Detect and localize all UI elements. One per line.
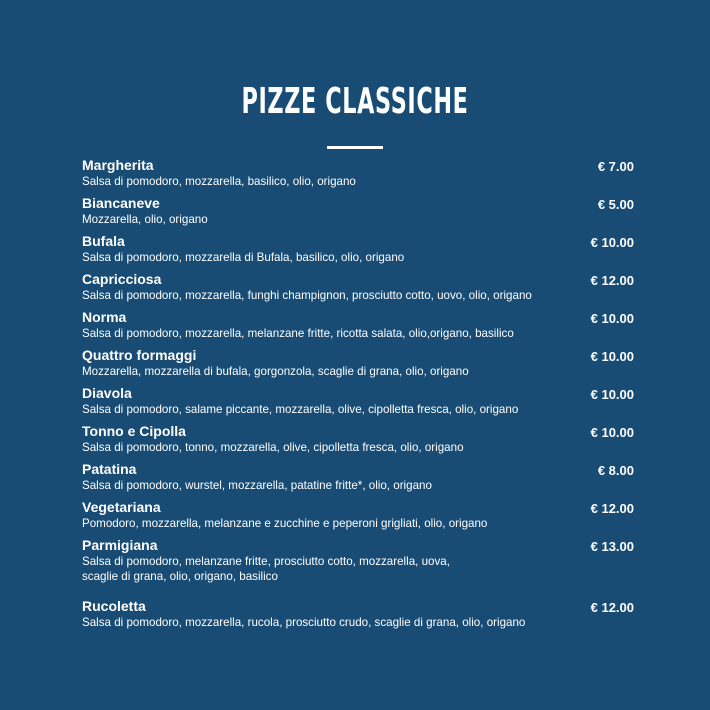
menu-item-norma: [82, 309, 642, 341]
menu-item-parmigiana: [82, 537, 642, 584]
menu-item-patatina: [82, 461, 642, 493]
title-underline: [327, 146, 383, 149]
item-name: Bufala: [82, 233, 125, 249]
item-name: Quattro formaggi: [82, 347, 197, 363]
menu-list: [82, 157, 642, 636]
item-name: Rucoletta: [82, 598, 146, 614]
menu-item-quattro-formaggi: [82, 347, 642, 379]
page-title: PIZZE CLASSICHE: [241, 81, 469, 122]
item-price: € 7.00: [597, 159, 634, 174]
item-price: € 13.00: [590, 539, 634, 554]
item-description: Mozzarella, mozzarella di bufala, gorgonzola, scaglie di grana, olio, origano: [82, 365, 469, 378]
item-price: € 5.00: [597, 197, 634, 212]
menu-item-biancaneve: [82, 195, 642, 227]
item-description: Salsa di pomodoro, mozzarella, funghi champignon, prosciutto cotto, uovo, olio, origano: [82, 289, 532, 302]
item-description: Pomodoro, mozzarella, melanzane e zucchine e peperoni grigliati, olio, origano: [82, 517, 488, 530]
item-name: Vegetariana: [82, 499, 161, 515]
item-name: Margherita: [82, 157, 154, 173]
item-description: Salsa di pomodoro, salame piccante, mozzarella, olive, cipolletta fresca, olio, origano: [82, 403, 519, 416]
item-name: Tonno e Cipolla: [82, 423, 186, 439]
item-price: € 10.00: [590, 311, 634, 326]
item-description: Salsa di pomodoro, wurstel, mozzarella, patatine fritte*, olio, origano: [82, 479, 432, 492]
item-name: Biancaneve: [82, 195, 160, 211]
item-name: Norma: [82, 309, 127, 325]
menu-item-diavola: [82, 385, 642, 417]
item-description: Salsa di pomodoro, tonno, mozzarella, olive, cipolletta fresca, olio, origano: [82, 441, 464, 454]
item-price: € 8.00: [597, 463, 634, 478]
item-price: € 12.00: [590, 501, 634, 516]
item-description: Mozzarella, olio, origano: [82, 213, 208, 226]
item-name: Patatina: [82, 461, 137, 477]
item-description: Salsa di pomodoro, melanzane fritte, prosciutto cotto, mozzarella, uova, scaglie di grana, olio, origano, basilico: [82, 555, 450, 583]
item-price: € 12.00: [590, 273, 634, 288]
item-price: € 10.00: [590, 387, 634, 402]
item-description: Salsa di pomodoro, mozzarella, rucola, prosciutto crudo, scaglie di grana, olio, origano: [82, 616, 526, 629]
item-name: Diavola: [82, 385, 132, 401]
item-price: € 12.00: [590, 600, 634, 615]
item-name: Parmigiana: [82, 537, 158, 553]
menu-item-tonno-e-cipolla: [82, 423, 642, 455]
menu-item-margherita: [82, 157, 642, 189]
item-description: Salsa di pomodoro, mozzarella, basilico, olio, origano: [82, 175, 356, 188]
item-description: Salsa di pomodoro, mozzarella di Bufala, basilico, olio, origano: [82, 251, 405, 264]
menu-item-rucoletta: [82, 598, 642, 630]
menu-item-capricciosa: [82, 271, 642, 303]
item-description: Salsa di pomodoro, mozzarella, melanzane fritte, ricotta salata, olio,origano, basilico: [82, 327, 514, 340]
item-price: € 10.00: [590, 349, 634, 364]
item-price: € 10.00: [590, 425, 634, 440]
menu-item-bufala: [82, 233, 642, 265]
item-price: € 10.00: [590, 235, 634, 250]
menu-item-vegetariana: [82, 499, 642, 531]
item-name: Capricciosa: [82, 271, 162, 287]
